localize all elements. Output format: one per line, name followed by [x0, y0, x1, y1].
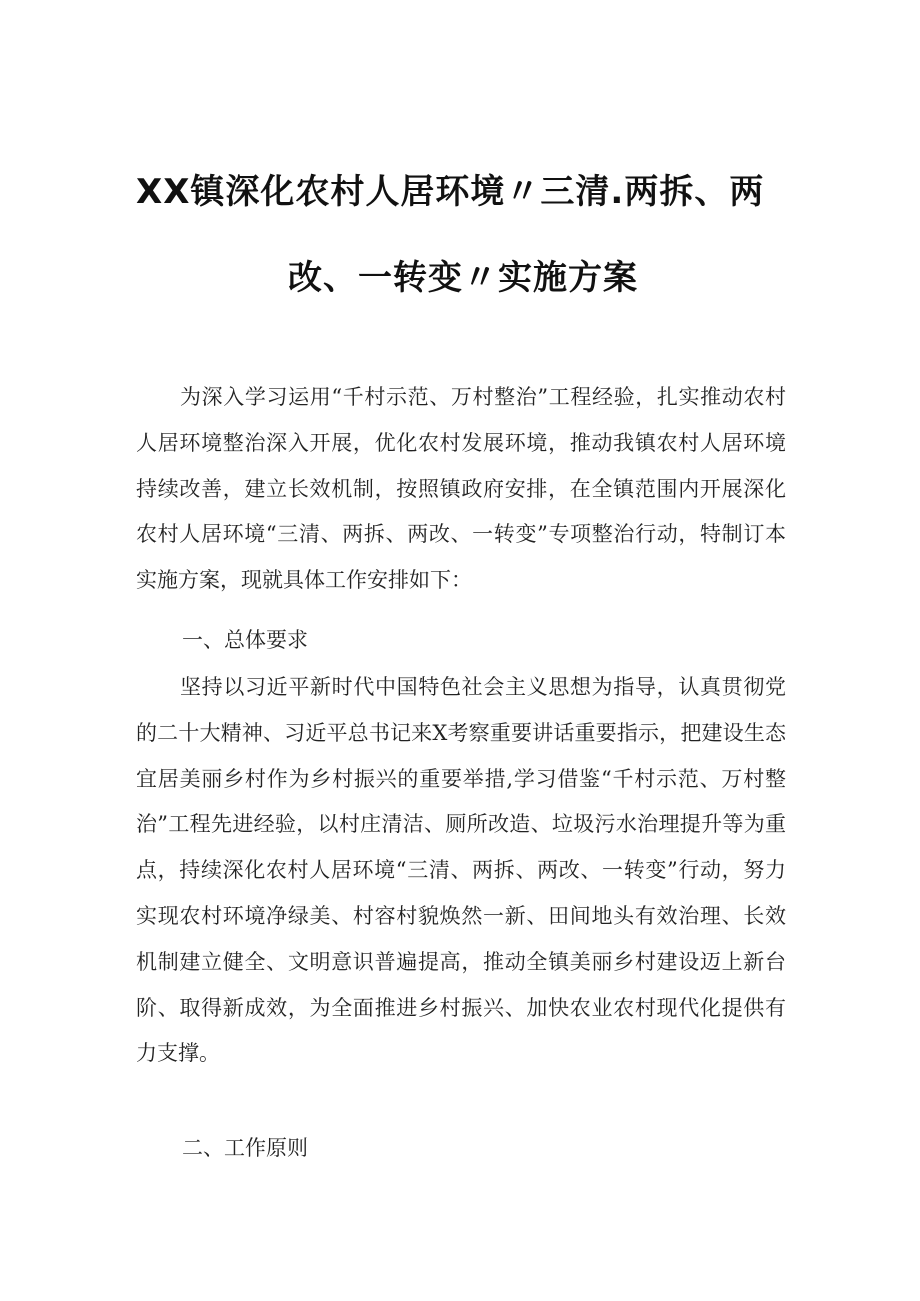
section-heading-work-principles: 二、工作原则	[182, 1136, 308, 1160]
intro-paragraph: 为深入学习运用“千村示范、万村整治”工程经验，扎实推动农村人居环境整治深入开展，优化农村发展环境，推动我镇农村人居环境持续改善，建立长效机制，按照镇政府安排，在全镇范围内开展深化农村人居环境“三清、两拆、两改、一转变”专项整治行动，特制订本实施方案，现就具体工作安排如下：	[136, 385, 786, 593]
section-heading-general-requirements: 一、总体要求	[182, 628, 308, 652]
document-title-line-1: XX镇深化农村人居环境〃三清.两拆、两	[136, 172, 765, 212]
document-title-line-2: 改、一转变〃实施方案	[288, 258, 638, 298]
general-requirements-paragraph: 坚持以习近平新时代中国特色社会主义思想为指导，认真贯彻党的二十大精神、习近平总书记来X考察重要讲话重要指示，把建设生态宜居美丽乡村作为乡村振兴的重要举措,学习借鉴“千村示范、万村整治”工程先进经验，以村庄清洁、厕所改造、垃圾污水治理提升等为重点，持续深化农村人居环境“三清、两拆、两改、一转变”行动，努力实现农村环境净绿美、村容村貌焕然一新、田间地头有效治理、长效机制建立健全、文明意识普遍提高，推动全镇美丽乡村建设迈上新台阶、取得新成效，为全面推进乡村振兴、加快农业农村现代化提供有力支撑。	[136, 675, 786, 1066]
